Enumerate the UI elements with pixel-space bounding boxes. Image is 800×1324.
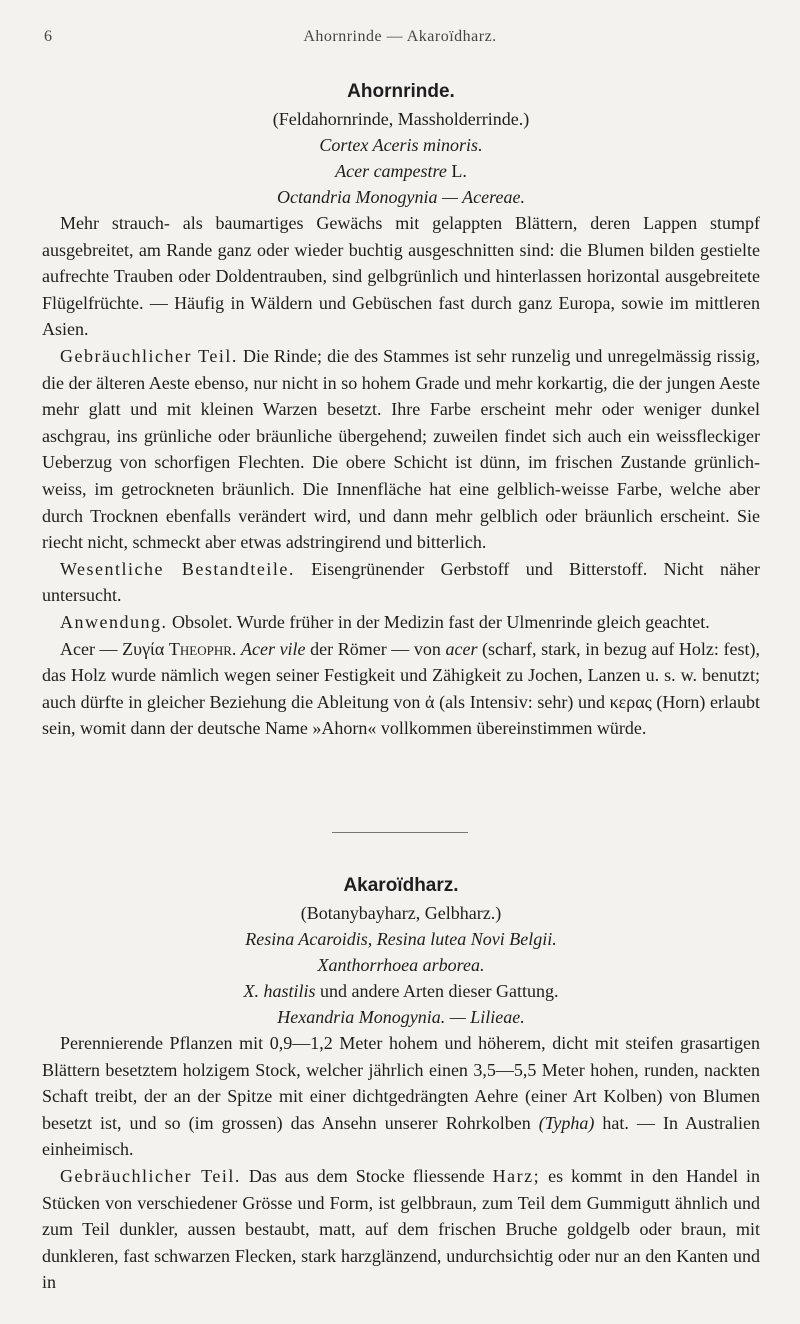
etym-text-4: der Römer — von	[305, 638, 446, 659]
synonyms: (Feldahornrinde, Massholderrinde.)	[272, 109, 530, 129]
typha-term: (Typha)	[538, 1112, 595, 1133]
section-ahornrinde	[42, 78, 760, 742]
part-label: Gebräuchlicher Teil.	[60, 345, 238, 366]
greek-word-1: Ζυγία	[122, 638, 165, 659]
use-label: Anwendung.	[60, 611, 168, 632]
part-label: Gebräuchlicher Teil.	[60, 1165, 241, 1186]
description-paragraph	[42, 1030, 760, 1163]
drug-name: Cortex Aceris minoris.	[319, 135, 483, 155]
etymology-paragraph	[42, 636, 760, 742]
section-title: Akaroïdharz.	[343, 875, 459, 896]
running-head-title: Ahornrinde — Akaroïdharz.	[303, 28, 497, 45]
constituents-label: Wesentliche Bestandteile.	[60, 558, 295, 579]
species-line-2	[42, 978, 760, 1004]
constituents-paragraph	[42, 556, 760, 609]
part-text: Die Rinde; die des Stammes ist sehr runzelig und unregelmässig rissig, die der älteren Aeste ebenso, nur nicht in so hohem Grade und mehr korkartig, die der jungen Aeste mehr glatt und mit kleinen Warzen besetzt. Ihre Farbe erscheint mehr oder weniger dunkel aschgrau, ins grünliche oder bräunliche übergehend; zuweilen findet sich auch ein weissfleckiger Ueberzug von schorfigen Flechten. Die obere Schicht ist dünn, im frischen Zustande grünlich-weiss, im getrockneten bräunlich. Die Innenfläche hat eine gelblich-weisse Farbe, welche aber durch Trocknen ebenfalls verändert wird, und dann mehr gelblich oder bräunlich erscheint. Sie riecht nicht, schmeckt aber etwas adstringirend und bitterlich.	[42, 345, 760, 553]
description-paragraph: Mehr strauch- als baumartiges Gewächs mit gelappten Blättern, deren Lappen stumpf ausgebreitet, am Rande ganz oder wieder buchtig ausgeschnitten sind: die Blumen bilden gestielte aufrechte Trauben oder Doldentrauben, sind gelbgrünlich und hinterlassen horizontal ausgebreitete Flügelfrüchte. — Häufig in Wäldern und Gebüschen fast durch ganz Europa, sowie im mittleren Asien.	[42, 213, 760, 340]
use-paragraph	[42, 609, 760, 636]
part-paragraph	[42, 343, 760, 556]
author-theophr: Theophr.	[168, 638, 237, 659]
section-divider	[332, 832, 468, 833]
acer-vile: Acer vile	[241, 638, 306, 659]
etym-text-7: (Horn) erlaubt sein, womit dann der deutsche Name »Ahorn« vollkommen übereinstimmen würde.	[42, 691, 760, 739]
use-text: Obsolet. Wurde früher in der Medizin fast der Ulmenrinde gleich geachtet.	[172, 611, 710, 632]
section-akaroidharz	[42, 872, 760, 1296]
part-text-2: es kommt in den Handel in Stücken von verschiedener Grösse und Form, ist gelbbraun, zum Teil dem Gummigutt ähnlich und zum Teil dunkler, aussen bestaubt, matt, auf dem frischen Bruche goldgelb oder braun, mit dunkleren, fast schwarzen Flecken, stark harzglänzend, undurchsichtig oder nur an den Kanten und in	[42, 1165, 761, 1293]
drug-name: Resina Acaroidis, Resina lutea Novi Belgii.	[245, 929, 557, 949]
etym-text-1: Acer —	[60, 638, 123, 659]
species-name: Acer campestre	[335, 161, 447, 181]
species-line-1: Xanthorrhoea arborea.	[317, 955, 485, 975]
classification: Octandria Monogynia — Acereae.	[277, 187, 525, 207]
constituents-text: Eisengrünender Gerbstoff und Bitterstoff. Nicht näher untersucht.	[42, 558, 761, 606]
desc-text-1: Perennierende Pflanzen mit 0,9—1,2 Meter hohem und höherem, dicht mit steifen grasartigen Blättern besetztem holzigem Stock, welcher jährlich einen 3,5—5,5 Meter hohen, runden, nackten Schaft treibt, der an der Spitze mit einer dichtgedrängten Aehre (einer Art Kolben) von Blumen besetzt ist, und so (im grossen) das Ansehn unserer Rohrkolben	[42, 1033, 760, 1133]
greek-word-3: κερας	[609, 691, 652, 712]
section-title: Ahornrinde.	[347, 81, 455, 102]
species-name: X. hastilis	[243, 981, 316, 1001]
part-text-1: Das aus dem Stocke fliessende	[248, 1165, 493, 1186]
desc-text-2: hat. — In Australien einheimisch.	[42, 1112, 760, 1160]
acer-term: acer	[445, 638, 478, 659]
species-author: L.	[451, 161, 467, 181]
harz-term: Harz;	[492, 1165, 541, 1186]
part-paragraph	[42, 1163, 760, 1296]
etym-text-5: (scharf, stark, in bezug auf Holz: fest), das Holz wurde nämlich wegen seiner Festigkeit und Zähigkeit zu Jochen, Lanzen u. s. w. benutzt; auch dürfte in gleicher Beziehung die Ableitung von	[42, 638, 760, 712]
synonyms: (Botanybayharz, Gelbharz.)	[300, 903, 502, 923]
page-number: 6	[44, 28, 52, 45]
greek-word-2: ἀ	[425, 691, 435, 712]
species-rest: und andere Arten dieser Gattung.	[315, 981, 559, 1001]
classification: Hexandria Monogynia. — Lilieae.	[277, 1007, 525, 1027]
running-head	[44, 28, 756, 50]
species-line	[42, 158, 760, 184]
etym-text-6: (als Intensiv: sehr) und	[434, 691, 610, 712]
